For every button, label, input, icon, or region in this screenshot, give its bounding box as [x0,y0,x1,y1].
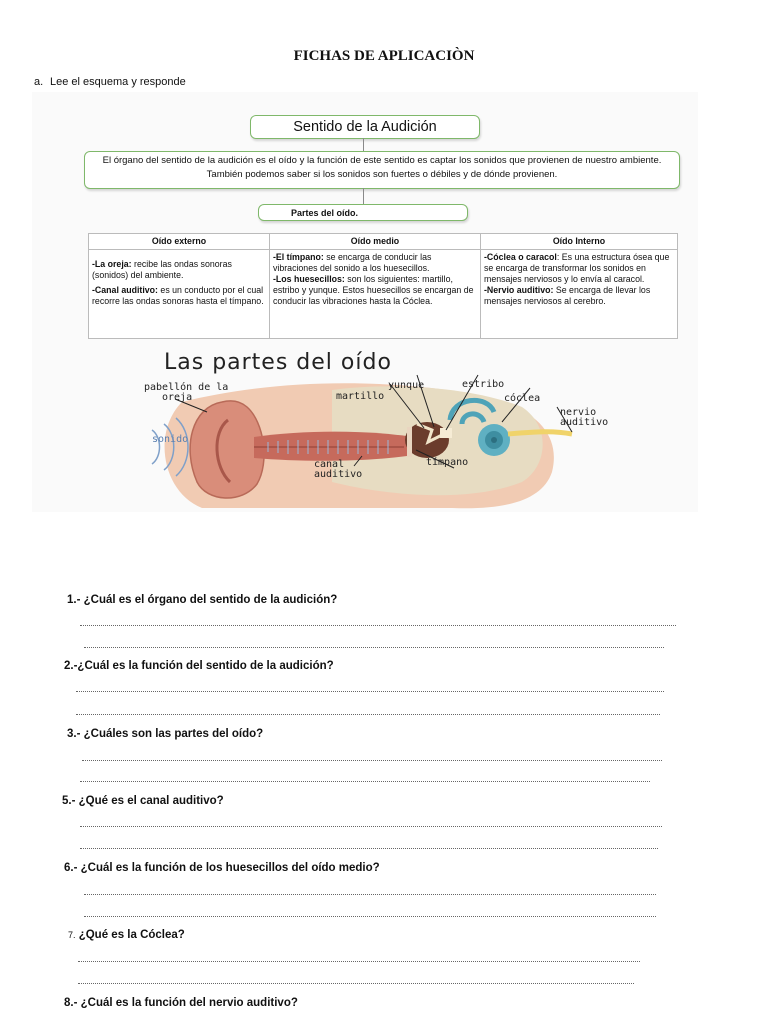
question-1: 1.- ¿Cuál es el órgano del sentido de la audición? [67,594,338,606]
answer-line[interactable] [80,848,658,849]
header-oido-medio: Oído medio [270,234,481,250]
label-pabellon: pabellón de la oreja [144,382,229,403]
diagram-title: Sentido de la Audición [250,115,480,139]
answer-line[interactable] [76,714,660,715]
label-estribo: estribo [462,379,505,390]
label-timpano: tímpano [426,457,469,468]
label-yunque: yunque [388,380,425,391]
cell-oido-externo: -La oreja: recibe las ondas sonoras (sonidos) del ambiente. -Canal auditivo: es un conducto por el cual recorre las ondas sonoras hasta el tímpano. [89,250,270,339]
connector-line [363,188,364,204]
ear-parts-table [88,233,678,339]
answer-line[interactable] [76,691,664,692]
answer-line[interactable] [82,760,662,761]
hearing-diagram [32,92,698,512]
header-oido-interno: Oído Interno [481,234,678,250]
label-martillo: martillo [336,391,385,402]
cell-oido-interno: -Cóclea o caracol: Es una estructura ósea que se encarga de transformar los sonidos en mensajes nerviosos y lo envía al caracol. -Nervio auditivo: Se encarga de llevar los mensajes nerviosos al cerebro. [481,250,678,339]
question-5: 5.- ¿Qué es el canal auditivo? [62,795,224,807]
question-6: 6.- ¿Cuál es la función de los huesecillos del oído medio? [64,862,380,874]
cell-oido-medio: -El tímpano: se encarga de conducir las vibraciones del sonido a los huesecillos. -Los huesecillos: son los siguientes: martillo, estribo y yunque. Estos huesecillos se encargan de conducir las vibraciones hasta la Cóclea. [270,250,481,339]
answer-line[interactable] [84,916,656,917]
question-8: 8.- ¿Cuál es la función del nervio auditivo? [64,997,298,1009]
connector-line [363,138,364,151]
answer-line[interactable] [78,961,640,962]
question-3: 3.- ¿Cuáles son las partes del oído? [67,728,264,740]
instruction-text: Lee el esquema y responde [50,76,186,88]
answer-line[interactable] [78,983,634,984]
definition-box: El órgano del sentido de la audición es el oído y la función de este sentido es captar los sonidos que provienen de nuestro ambiente. También podemos saber si los sonidos son fuertes o débiles y de dónde provienen. [84,151,680,189]
answer-line[interactable] [80,625,676,626]
page-title: FICHAS DE APLICACIÒN [293,48,475,64]
label-canal: canal auditivo [314,459,363,480]
ear-figure-title: Las partes del oído [164,350,392,375]
label-sonido: sonido [152,434,189,445]
question-7: 7. ¿Qué es la Cóclea? [68,929,185,941]
answer-line[interactable] [84,894,656,895]
answer-line[interactable] [80,826,662,827]
label-nervio: nervio auditivo [560,407,609,428]
answer-line[interactable] [84,647,664,648]
instruction [34,76,186,88]
answer-line[interactable] [80,781,650,782]
label-coclea: cóclea [504,393,541,404]
instruction-marker: a. [34,76,44,88]
question-2: 2.-¿Cuál es la función del sentido de la audición? [64,660,334,672]
parts-label: Partes del oído. [258,204,468,221]
header-oido-externo: Oído externo [89,234,270,250]
